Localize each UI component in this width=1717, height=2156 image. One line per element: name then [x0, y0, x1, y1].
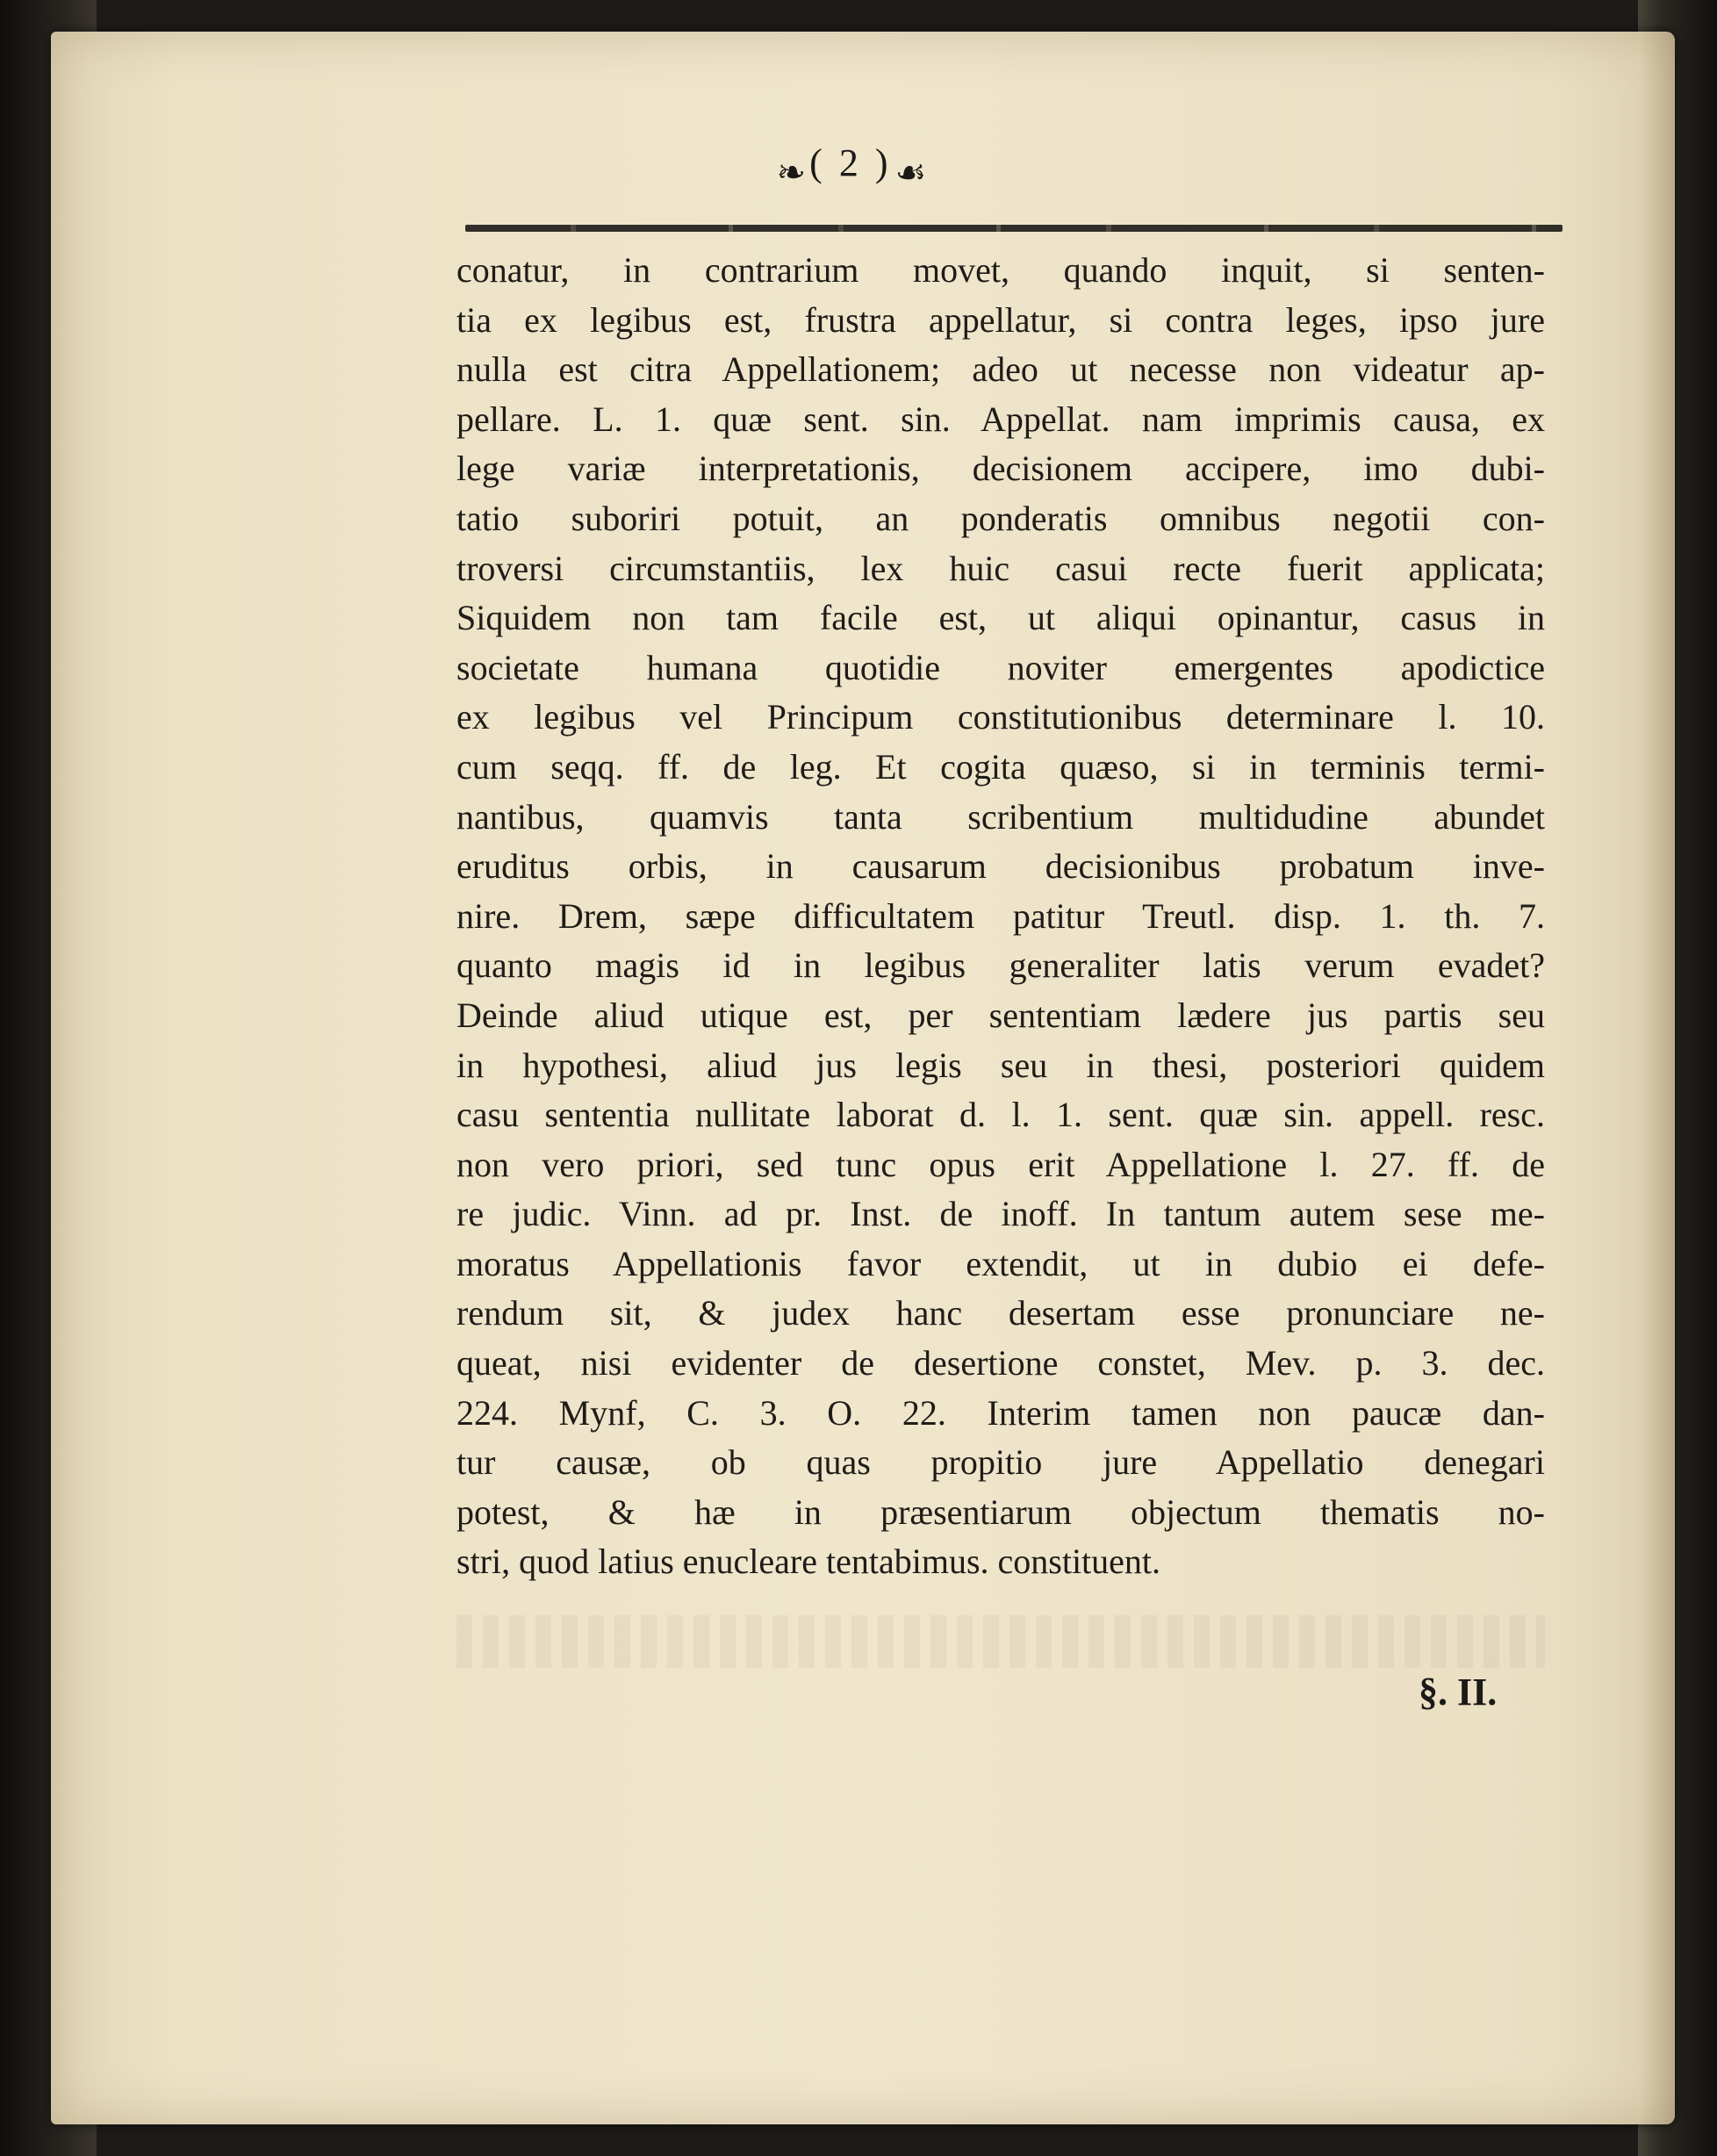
text-line: quanto magis id in legibus generaliter latis verum evadet? — [456, 945, 1545, 986]
text-line: tia ex legibus est, frustra appellatur, si contra leges, ipso jure — [456, 299, 1545, 340]
ornament-left-icon: ❧ — [776, 152, 807, 192]
text-line: conatur, in contrarium movet, quando inquit, si senten- — [456, 250, 1545, 290]
page-number: ( 2 ) — [809, 141, 892, 184]
text-line: moratus Appellationis favor extendit, ut in dubio ei defe- — [456, 1243, 1545, 1283]
text-line: tatio suboriri potuit, an ponderatis omnibus negotii con- — [456, 498, 1545, 538]
text-line: nire. Drem, sæpe difficultatem patitur Treutl. disp. 1. th. 7. — [456, 895, 1545, 936]
page-edge-shadow — [1640, 32, 1675, 2124]
text-line: Deinde aliud utique est, per sententiam lædere jus partis seu — [456, 995, 1545, 1035]
text-line: non vero priori, sed tunc opus erit Appellatione l. 27. ff. de — [456, 1144, 1545, 1184]
text-line: cum seqq. ff. de leg. Et cogita quæso, si in terminis termi- — [456, 746, 1545, 787]
text-line: societate humana quotidie noviter emergentes apodictice — [456, 647, 1545, 687]
header-rule — [465, 225, 1563, 232]
text-line: tur causæ, ob quas propitio jure Appellatio denegari — [456, 1442, 1545, 1483]
body-text — [456, 246, 1545, 1587]
text-line: potest, & hæ in præsentiarum objectum thematis no- — [456, 1491, 1545, 1532]
text-line: Siquidem non tam facile est, ut aliqui opinantur, casus in — [456, 598, 1545, 638]
text-line: eruditus orbis, in causarum decisionibus probatum inve- — [456, 846, 1545, 887]
text-line: rendum sit, & judex hanc desertam esse pronunciare ne- — [456, 1293, 1545, 1333]
text-line: troversi circumstantiis, lex huic casui recte fuerit applicata; — [456, 548, 1545, 588]
text-line: nantibus, quamvis tanta scribentium multidudine abundet — [456, 796, 1545, 837]
catchword: §. II. — [1419, 1671, 1498, 1714]
page-header — [456, 140, 1246, 219]
text-line: nulla est citra Appellationem; adeo ut necesse non videatur ap- — [456, 349, 1545, 390]
bleed-through-texture — [456, 1615, 1545, 1668]
text-line: queat, nisi evidenter de desertione constet, Mev. p. 3. dec. — [456, 1343, 1545, 1383]
text-line: pellare. L. 1. quæ sent. sin. Appellat. nam imprimis causa, ex — [456, 399, 1545, 439]
text-line: in hypothesi, aliud jus legis seu in thesi, posteriori quidem — [456, 1045, 1545, 1085]
text-line: stri, quod latius enucleare tentabimus. constituent. — [456, 1542, 1161, 1582]
ornament-right-icon: ☙ — [894, 152, 927, 192]
text-line: 224. Mynf, C. 3. O. 22. Interim tamen non paucæ dan- — [456, 1392, 1545, 1433]
text-line: lege variæ interpretationis, decisionem accipere, imo dubi- — [456, 449, 1545, 489]
text-line: ex legibus vel Principum constitutionibus determinare l. 10. — [456, 697, 1545, 737]
text-line: re judic. Vinn. ad pr. Inst. de inoff. In tantum autem sese me- — [456, 1194, 1545, 1234]
text-line: casu sententia nullitate laborat d. l. 1. sent. quæ sin. appell. resc. — [456, 1095, 1545, 1135]
